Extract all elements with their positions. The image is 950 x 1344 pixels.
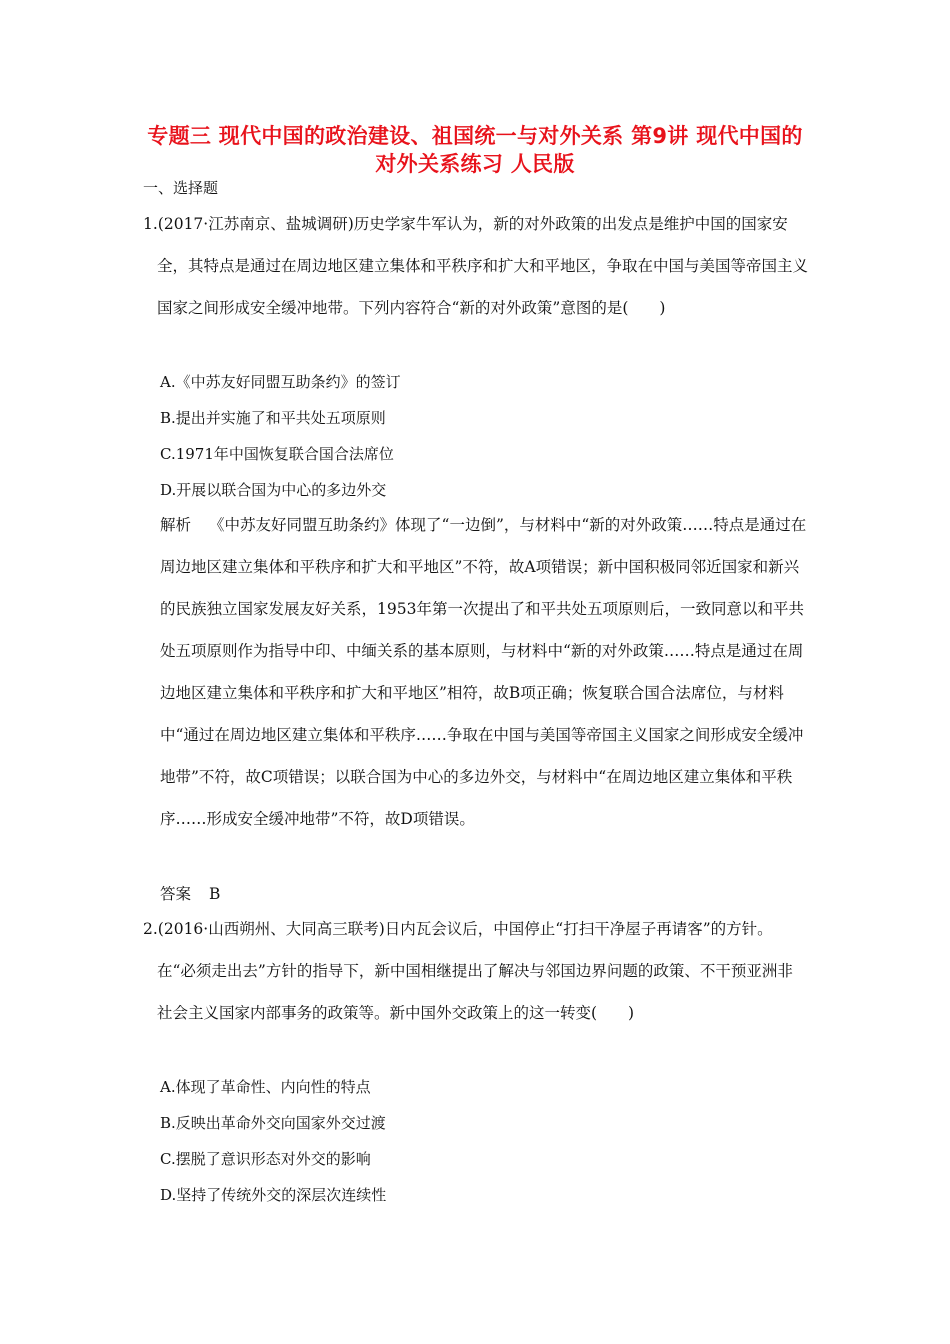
answer-value: B [209,885,221,903]
question-1-option-d: D.开展以联合国为中心的多边外交 [160,481,387,499]
analysis-label: 解析 [160,516,192,534]
question-2-stem [143,908,808,1034]
question-2-text: (2016·山西朔州、大同高三联考)日内瓦会议后，中国停止“打扫干净屋子再请客”的方针。在“必须走出去”方针的指导下，新中国相继提出了解决与邻国边界问题的政策、不干预亚洲非社会主义国家内部事务的政策等。新中国外交政策上的这一转变( ) [157,920,793,1022]
question-1-option-a: A.《中苏友好同盟互助条约》的签订 [160,373,401,391]
question-2-option-b: B.反映出革命外交向国家外交过渡 [160,1114,386,1132]
question-1-text: (2017·江苏南京、盐城调研)历史学家牛军认为，新的对外政策的出发点是维护中国的国家安全，其特点是通过在周边地区建立集体和平秩序和扩大和平地区，争取在中国与美国等帝国主义国家之间形成安全缓冲地带。下列内容符合“新的对外政策”意图的是( ) [157,215,809,317]
question-2 [143,908,808,1034]
analysis-text: 《中苏友好同盟互助条约》体现了“一边倒”，与材料中“新的对外政策……特点是通过在周边地区建立集体和平秩序和扩大和平地区”不符，故A项错误；新中国积极同邻近国家和新兴的民族独立国家发展友好关系，1953年第一次提出了和平共处五项原则后，一致同意以和平共处五项原则作为指导中印、中缅关系的基本原则，与材料中“新的对外政策……特点是通过在周边地区建立集体和平秩序和扩大和平地区”相符，故B项正确；恢复联合国合法席位，与材料中“通过在周边地区建立集体和平秩序……争取在中国与美国等帝国主义国家之间形成安全缓冲地带”不符，故C项错误；以联合国为中心的多边外交，与材料中“在周边地区建立集体和平秩序……形成安全缓冲地带”不符，故D项错误。 [160,516,807,828]
question-2-option-d: D.坚持了传统外交的深层次连续性 [160,1186,387,1204]
question-1-option-c: C.1971年中国恢复联合国合法席位 [160,445,394,463]
question-1 [143,203,808,329]
question-2-option-a: A.体现了革命性、内向性的特点 [160,1078,371,1096]
question-2-option-c: C.摆脱了意识形态对外交的影响 [160,1150,371,1168]
question-1-analysis [160,504,808,840]
question-1-stem [143,203,808,329]
question-1-number: 1. [143,215,158,233]
section-heading: 一、选择题 [143,179,219,197]
question-1-option-b: B.提出并实施了和平共处五项原则 [160,409,386,427]
document-title: 专题三 现代中国的政治建设、祖国统一与对外关系 第9讲 现代中国的对外关系练习 人民版 [147,124,803,176]
question-2-number: 2. [143,920,158,938]
answer-label: 答案 [160,885,192,903]
question-1-answer [160,884,220,904]
